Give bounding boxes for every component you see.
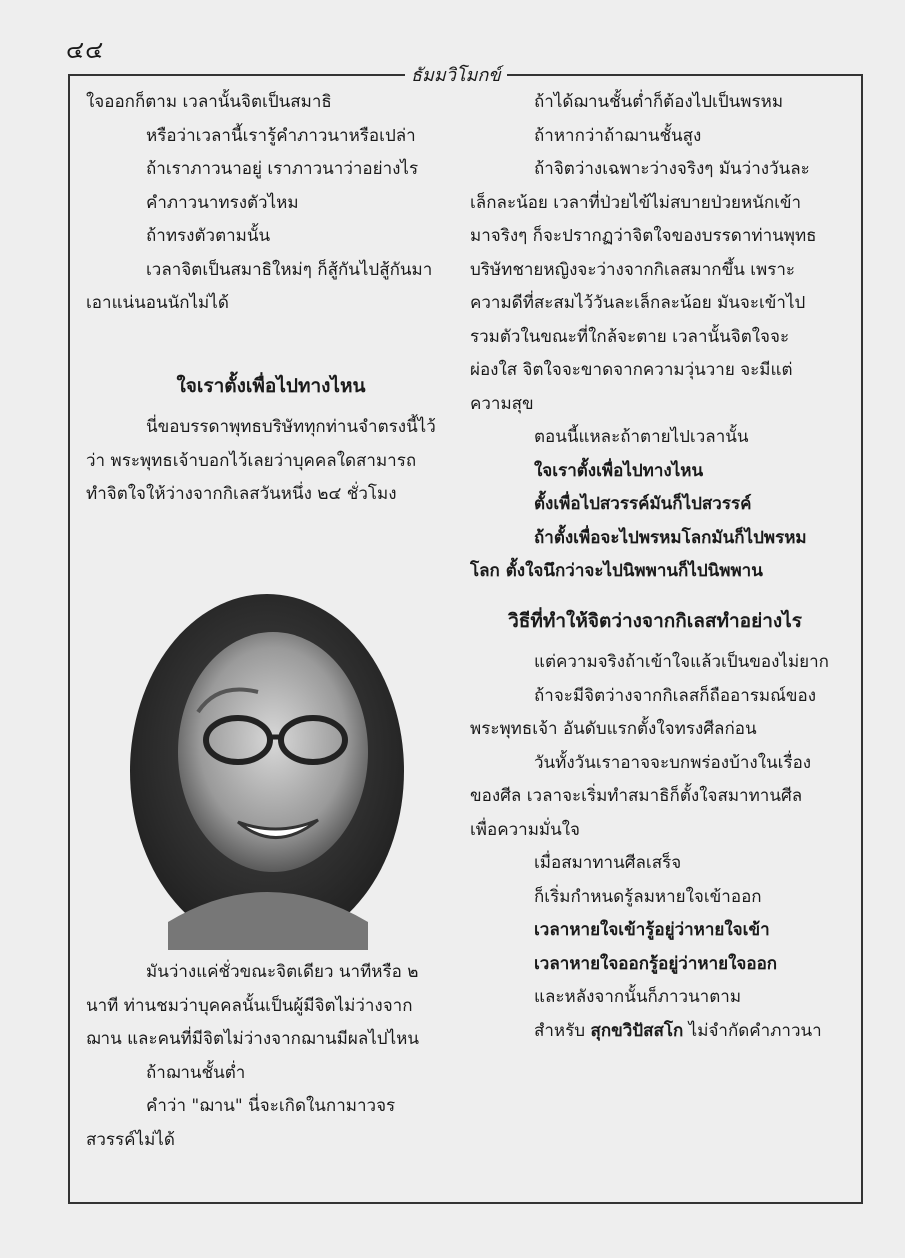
text-line: มันว่างแค่ชั่วขณะจิตเดียว นาทีหรือ ๒ (146, 962, 419, 982)
text-line: ถ้าได้ฌานชั้นต่ำก็ต้องไปเป็นพรหม (534, 92, 784, 112)
right-column (470, 86, 840, 1048)
text-line: เล็กละน้อย เวลาที่ป่วยไข้ไม่สบายป่วยหนักเข้า (470, 192, 802, 213)
left-column-bottom (86, 956, 456, 1157)
last-line-prefix: สำหรับ (534, 1020, 591, 1041)
text-line: ถ้าจิตว่างเฉพาะว่างจริงๆ มันว่างวันละ (534, 159, 810, 179)
text-line: เวลาจิตเป็นสมาธิใหม่ๆ ก็สู้กันไปสู้กันมา (146, 259, 433, 280)
text-line: บริษัทชายหญิงจะว่างจากกิเลสมากขึ้น เพราะ (470, 259, 796, 280)
text-line: เมื่อสมาทานศีลเสร็จ (534, 853, 682, 873)
text-line: นาที ท่านชมว่าบุคคลนั้นเป็นผู้มีจิตไม่ว่างจาก (86, 995, 413, 1016)
text-line: ถ้าจะมีจิตว่างจากกิเลสก็ถืออารมณ์ของ (534, 685, 817, 706)
text-line: ก็เริ่มกำหนดรู้ลมหายใจเข้าออก (534, 886, 762, 907)
text-line: ใจออกก็ตาม เวลานั้นจิตเป็นสมาธิ (86, 92, 332, 112)
text-line: เวลาหายใจออกรู้อยู่ว่าหายใจออก (534, 953, 778, 974)
text-line: คำว่า "ฌาน" นี่จะเกิดในกามาวจร (146, 1096, 396, 1116)
text-line: รวมตัวในขณะที่ใกล้จะตาย เวลานั้นจิตใจจะ (470, 326, 790, 347)
monk-portrait (128, 592, 406, 950)
text-line: คำภาวนาทรงตัวไหม (146, 192, 299, 213)
text-line: วันทั้งวันเราอาจจะบกพร่องบ้างในเรื่อง (534, 752, 812, 773)
text-line: ถ้าทรงตัวตามนั้น (146, 226, 271, 246)
spacer (86, 321, 456, 354)
text-line: ตอนนี้แหละถ้าตายไปเวลานั้น (534, 427, 749, 447)
text-line: หรือว่าเวลานี้เรารู้คำภาวนาหรือเปล่า (146, 125, 416, 146)
text-line: ผ่องใส จิตใจจะขาดจากความวุ่นวาย จะมีแต่ (470, 360, 793, 380)
text-line: ถ้าฌานชั้นต่ำ (146, 1062, 246, 1083)
page-number: ๔๔ (66, 36, 105, 64)
text-line: ความสุข (470, 393, 534, 414)
text-line: สวรรค์ไม่ได้ (86, 1129, 175, 1150)
section-heading: ใจเราตั้งเพื่อไปทางไหน (176, 374, 366, 397)
text-line: เอาแน่นอนนักไม่ได้ (86, 293, 229, 313)
text-line: ใจเราตั้งเพื่อไปทางไหน (534, 460, 704, 481)
text-line: ถ้าเราภาวนาอยู่ เราภาวนาว่าอย่างไร (146, 159, 419, 179)
left-column (86, 86, 456, 512)
last-line-suffix: ไม่จำกัดคำภาวนา (683, 1020, 822, 1041)
text-line: เพื่อความมั่นใจ (470, 819, 580, 840)
text-line: ความดีที่สะสมไว้วันละเล็กละน้อย มันจะเข้าไป (470, 293, 806, 313)
text-line: ฌาน และคนที่มีจิตไม่ว่างจากฌานมีผลไปไหน (86, 1029, 419, 1049)
text-line: ว่า พระพุทธเจ้าบอกไว้เลยว่าบุคคลใดสามารถ (86, 450, 417, 471)
text-line: และหลังจากนั้นก็ภาวนาตาม (534, 987, 742, 1007)
section-heading: วิธีที่ทำให้จิตว่างจากกิเลสทำอย่างไร (508, 609, 802, 632)
last-line-bold: สุกขวิปัสสโก (590, 1020, 684, 1041)
text-line: โลก ตั้งใจนึกว่าจะไปนิพพานก็ไปนิพพาน (470, 561, 763, 581)
portrait-image (128, 592, 406, 950)
text-line (470, 1015, 840, 1049)
text-line: ทำจิตใจให้ว่างจากกิเลสวันหนึ่ง ๒๔ ชั่วโมง (86, 484, 397, 504)
text-line: นี่ขอบรรดาพุทธบริษัททุกท่านจำตรงนี้ไว้ (146, 417, 436, 437)
text-line: ตั้งเพื่อไปสวรรค์มันก็ไปสวรรค์ (534, 494, 752, 514)
text-line: มาจริงๆ ก็จะปรากฏว่าจิตใจของบรรดาท่านพุทธ (470, 226, 817, 246)
header-title: ธัมมวิโมกข์ (405, 60, 507, 89)
text-line: ถ้าตั้งเพื่อจะไปพรหมโลกมันก็ไปพรหม (534, 527, 807, 548)
text-line: เวลาหายใจเข้ารู้อยู่ว่าหายใจเข้า (534, 920, 770, 940)
text-line: แต่ความจริงถ้าเข้าใจแล้วเป็นของไม่ยาก (534, 652, 829, 672)
text-line: ของศีล เวลาจะเริ่มทำสมาธิก็ตั้งใจสมาทานศีล (470, 786, 803, 806)
text-line: พระพุทธเจ้า อันดับแรกตั้งใจทรงศีลก่อน (470, 719, 757, 739)
text-line: ถ้าหากว่าถ้าฌานชั้นสูง (534, 125, 702, 146)
